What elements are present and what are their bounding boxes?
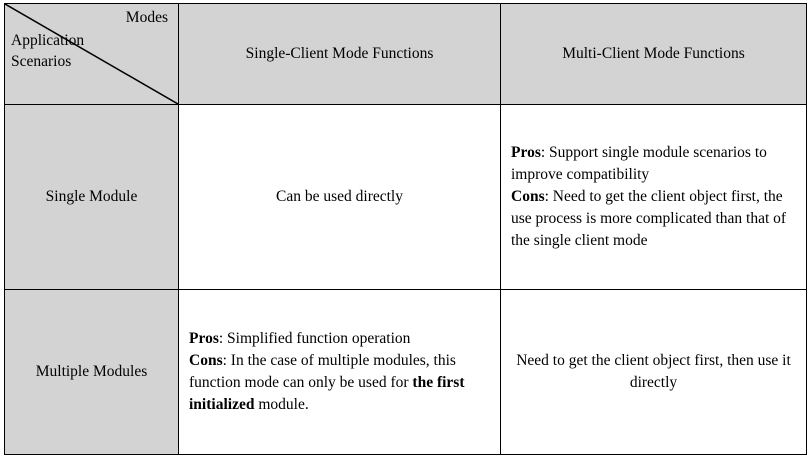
row-label-single-module: Single Module bbox=[5, 105, 179, 290]
application-label-line2: Scenarios bbox=[11, 52, 72, 70]
multiple-modules-single-client-text bbox=[189, 328, 490, 416]
application-label-line1: Application bbox=[11, 32, 85, 49]
modes-comparison-table bbox=[4, 3, 807, 455]
modes-axis-label: Modes bbox=[125, 9, 168, 26]
table-row bbox=[5, 105, 807, 290]
application-scenarios-axis-label bbox=[11, 31, 84, 73]
cons-text: : Need to get the client object first, the use process is more complicated than that of the single client mode bbox=[511, 188, 787, 249]
cons-text-part2: module. bbox=[254, 396, 309, 413]
table-row bbox=[5, 290, 807, 455]
cons-label: Cons bbox=[511, 188, 545, 205]
cell-multiple-modules-multi-client: Need to get the client object first, then use it directly bbox=[501, 290, 807, 455]
cons-label: Cons bbox=[189, 352, 223, 369]
pros-text: : Simplified function operation bbox=[218, 330, 411, 347]
pros-label: Pros bbox=[511, 144, 541, 161]
cell-multiple-modules-single-client bbox=[179, 290, 501, 455]
corner-header-cell bbox=[5, 4, 179, 105]
cons-text-part1: : In the case of multiple modules, this function mode can only be used for bbox=[189, 352, 456, 391]
pros-text: : Support single module scenarios to improve compatibility bbox=[511, 144, 767, 183]
cons-emphasis: the first initialized bbox=[189, 374, 465, 413]
header-single-client-mode: Single-Client Mode Functions bbox=[179, 4, 501, 105]
cell-single-module-multi-client bbox=[501, 105, 807, 290]
row-label-multiple-modules: Multiple Modules bbox=[5, 290, 179, 455]
header-multi-client-mode: Multi-Client Mode Functions bbox=[501, 4, 807, 105]
pros-label: Pros bbox=[189, 330, 219, 347]
single-module-multi-client-text bbox=[511, 142, 796, 252]
table-header-row bbox=[5, 4, 807, 105]
cell-single-module-single-client: Can be used directly bbox=[179, 105, 501, 290]
